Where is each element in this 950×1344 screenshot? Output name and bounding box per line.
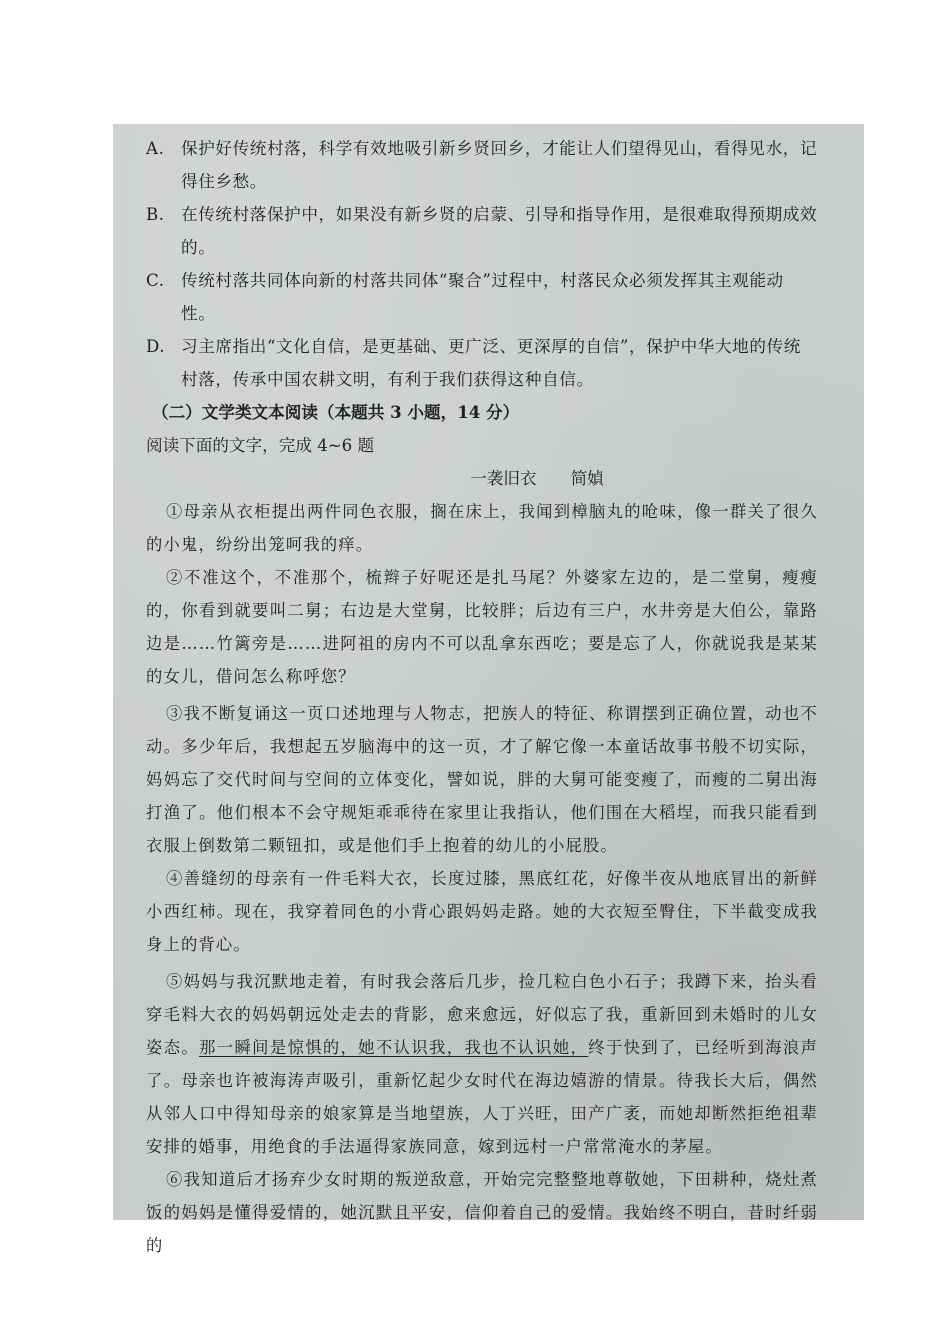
paragraph-5 bbox=[146, 965, 818, 1163]
scanned-page bbox=[113, 124, 864, 1255]
page-content bbox=[146, 132, 818, 1262]
option-b bbox=[146, 198, 818, 264]
option-text: 保护好传统村落，科学有效地吸引新乡贤回乡，才能让人们望得见山，看得见水，记得住乡愁。 bbox=[181, 139, 818, 191]
paragraph-5-end: 终于快到了，已经听到海浪声了。母亲也许被海涛声吸引，重新忆起少女时代在海边嬉游的情景。待我长大后，偶然从邻人口中得知母亲的娘家算是当地望族，人丁兴旺，田产广袤，而她却断然拒绝祖辈安排的婚事，用绝食的手法逼得家族同意，嫁到远村一户常常淹水的茅屋。 bbox=[146, 1038, 819, 1156]
underlined-sentence: 那一瞬间是惊惧的，她不认识我，我也不认识她， bbox=[199, 1038, 589, 1057]
option-label: C. bbox=[146, 271, 165, 290]
paragraph-1: ①母亲从衣柜提出两件同色衣服，搁在床上，我闻到樟脑丸的呛味，像一群关了很久的小鬼，纷纷出笼呵我的痒。 bbox=[146, 502, 818, 554]
option-a bbox=[146, 132, 818, 198]
option-c bbox=[146, 264, 818, 330]
option-label: A. bbox=[146, 139, 165, 158]
article-title-line bbox=[146, 462, 818, 495]
option-text: 习主席指出“文化自信，是更基础、更广泛、更深厚的自信”，保护中华大地的传统村落，传承中国农耕文明，有利于我们获得这种自信。 bbox=[181, 337, 801, 389]
paragraph-5-start: ⑤妈妈与我沉默地走着，有时我会落后几步，捡几粒白色小石子；我蹲下来，抬头看穿毛料大衣的妈妈朝远处走去的背影，愈来愈远，好似忘了我，重新回到未婚时的儿女姿态。 bbox=[146, 972, 818, 1057]
option-label: D. bbox=[146, 337, 166, 356]
section-heading: （二）文学类文本阅读（本题共 3 小题，14 分） bbox=[152, 402, 520, 422]
article-author: 简媜 bbox=[570, 469, 604, 488]
option-text: 在传统村落保护中，如果没有新乡贤的启蒙、引导和指导作用，是很难取得预期成效的。 bbox=[181, 205, 818, 257]
paragraph-6: ⑥我知道后才扬弃少女时期的叛逆敌意，开始完完整整地尊敬她，下田耕种，烧灶煮饭的妈妈是懂得爱情的，她沉默且平安，信仰着自己的爱情。我始终不明白，昔时纤弱的 bbox=[146, 1170, 818, 1255]
paragraph-3: ③我不断复诵这一页口述地理与人物志，把族人的特征、称谓摆到正确位置，动也不动。多少年后，我想起五岁脑海中的这一页，才了解它像一本童话故事书般不切实际，妈妈忘了交代时间与空间的立体变化，譬如说，胖的大舅可能变瘦了，而瘦的二舅出海打渔了。他们根本不会守规矩乖乖待在家里让我指认，他们围在大稻埕，而我只能看到衣服上倒数第二颗钮扣，或是他们手上抱着的幼儿的小屁股。 bbox=[146, 704, 818, 855]
paragraph-2: ②不准这个，不准那个，梳辫子好呢还是扎马尾？外婆家左边的，是二堂舅，瘦瘦的，你看到就要叫二舅；右边是大堂舅，比较胖；后边有三户，水井旁是大伯公，靠路边是……竹篱旁是……进阿祖的房内不可以乱拿东西吃；要是忘了人，你就说我是某某的女儿，借问怎么称呼您？ bbox=[146, 568, 818, 686]
option-d bbox=[146, 330, 818, 396]
option-text: 传统村落共同体向新的村落共同体“聚合”过程中，村落民众必须发挥其主观能动性。 bbox=[181, 271, 784, 323]
section-instruction: 阅读下面的文字，完成 4~6 题 bbox=[146, 436, 375, 455]
article-title: 一袭旧衣 bbox=[470, 469, 537, 488]
option-label: B. bbox=[146, 205, 165, 224]
paragraph-4: ④善缝纫的母亲有一件毛料大衣，长度过膝，黑底红花，好像半夜从地底冒出的新鲜小西红柿。现在，我穿着同色的小背心跟妈妈走路。她的大衣短至臀住，下半截变成我身上的背心。 bbox=[146, 869, 818, 954]
